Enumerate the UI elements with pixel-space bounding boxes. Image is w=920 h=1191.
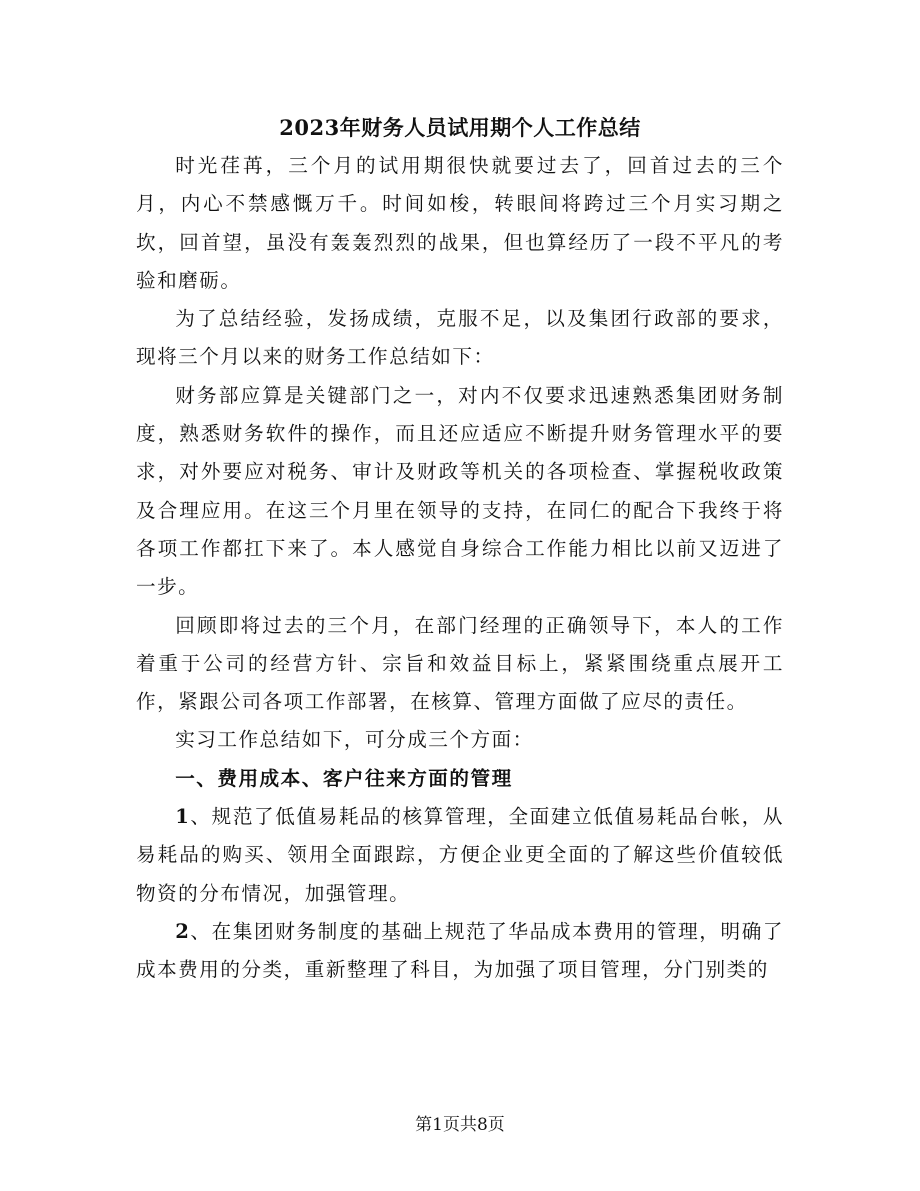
paragraph: 实习工作总结如下，可分成三个方面： <box>175 728 534 752</box>
list-item-number: 1 <box>175 805 191 829</box>
page-number: 第1页共8页 <box>415 1115 505 1135</box>
list-item <box>136 798 784 913</box>
paragraph: 时光荏苒，三个月的试用期很快就要过去了，回首过去的三个月，内心不禁感慨万千。时间如梭，转眼间将跨过三个月实习期之坎，回首望，虽没有轰轰烈烈的战果，但也算经历了一段不平凡的考验和磨砺。 <box>136 154 784 292</box>
paragraph: 财务部应算是关键部门之一，对内不仅要求迅速熟悉集团财务制度，熟悉财务软件的操作，而且还应适应不断提升财务管理水平的要求，对外要应对税务、审计及财政等机关的各项检查、掌握税收政策及合理应用。在这三个月里在领导的支持，在同仁的配合下我终于将各项工作都扛下来了。本人感觉自身综合工作能力相比以前又迈进了一步。 <box>136 383 784 599</box>
section-heading: 一、费用成本、客户往来方面的管理 <box>175 766 513 790</box>
list-item-text: 、规范了低值易耗品的核算管理，全面建立低值易耗品台帐，从易耗品的购买、领用全面跟踪，方便企业更全面的了解这些价值较低物资的分布情况，加强管理。 <box>136 805 784 905</box>
document-body <box>136 147 784 990</box>
list-item-number: 2 <box>175 919 191 943</box>
document-title: 2023年财务人员试用期个人工作总结 <box>279 115 641 140</box>
paragraph: 回顾即将过去的三个月，在部门经理的正确领导下，本人的工作着重于公司的经营方针、宗旨和效益目标上，紧紧围绕重点展开工作，紧跟公司各项工作部署，在核算、管理方面做了应尽的责任。 <box>136 613 784 714</box>
list-item <box>136 913 784 990</box>
list-item-text: 、在集团财务制度的基础上规范了华品成本费用的管理，明确了成本费用的分类，重新整理了科目，为加强了项目管理，分门别类的 <box>136 919 784 982</box>
paragraph: 为了总结经验，发扬成绩，克服不足，以及集团行政部的要求，现将三个月以来的财务工作总结如下： <box>136 307 784 369</box>
